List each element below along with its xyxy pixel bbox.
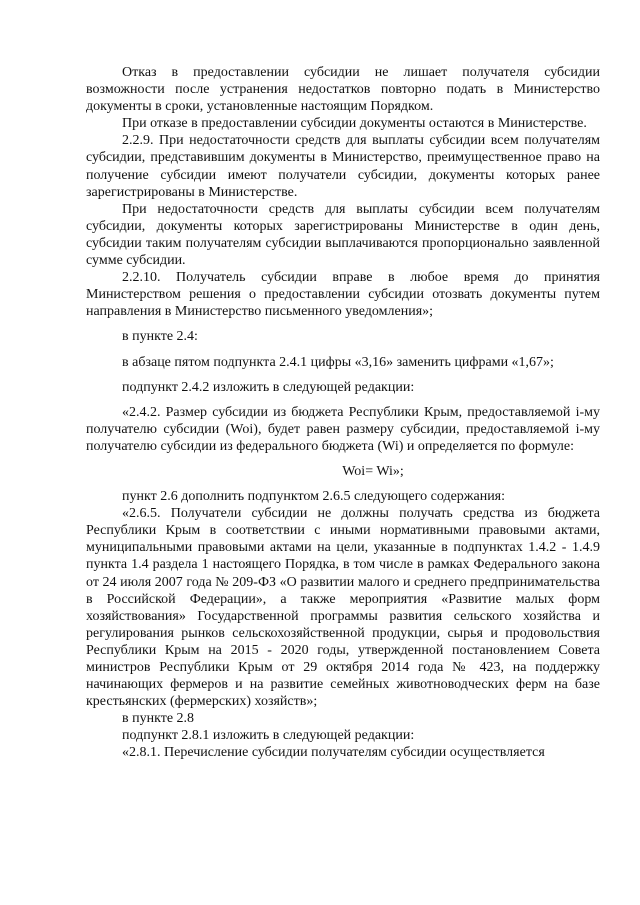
paragraph-insufficient-funds-same-day: При недостаточности средств для выплаты субсидии всем получателям субсидии, документы которых зарегистрированы Министерстве в один день, субсидии таким получателям субсидии выплачиваются пропорционально заявленной сумме субсидии. bbox=[86, 201, 600, 269]
document-body bbox=[86, 64, 600, 762]
formula-woi: Woi= Wi»; bbox=[342, 463, 404, 479]
paragraph-2-6-5: «2.6.5. Получатели субсидии не должны получать средства из бюджета Республики Крым в соответствии с иными нормативными правовыми актами, муниципальными правовыми актами на цели, указанные в подпунктах 1.4.2 - 1.4.9 пункта 1.4 раздела 1 настоящего Порядка, в том числе в рамках Федерального закона от 24 июля 2007 года № 209-ФЗ «О развитии малого и среднего предпринимательства в Российской Федерации», а также мероприятия «Развитие малых форм хозяйствования» Государственной программы развития сельского хозяйства и регулирования рынков сельскохозяйственной продукции, сырья и продовольствия Республики Крым на 2015 - 2020 годы, утвержденной постановлением Совета министров Республики Крым от 29 октября 2014 года № 423, на поддержку начинающих фермеров и на развитие семейных животноводческих ферм на базе крестьянских (фермерских) хозяйств»; bbox=[86, 506, 600, 710]
paragraph-2-4-2: «2.4.2. Размер субсидии из бюджета Республики Крым, предоставляемой i-му получателю субсидии (Woi), будет равен размеру субсидии, предоставляемой i-му получателю субсидии из федерального бюджета (Wi) и определяется по формуле: bbox=[86, 404, 600, 454]
paragraph-documents-remain: При отказе в предоставлении субсидии документы остаются в Министерстве. bbox=[122, 116, 587, 132]
paragraph-2-4-1-amendment: в абзаце пятом подпункта 2.4.1 цифры «3,16» заменить цифрами «1,67»; bbox=[122, 354, 554, 370]
paragraph-in-point-2-8: в пункте 2.8 bbox=[122, 711, 195, 727]
paragraph-2-8-1-intro: подпункт 2.8.1 изложить в следующей редакции: bbox=[122, 728, 415, 744]
paragraph-2-2-9: 2.2.9. При недостаточности средств для выплаты субсидии всем получателям субсидии, представившим документы в Министерство, преимущественное право на получение субсидии имеют получатели субсидии, документы которых ранее зарегистрированы в Министерстве. bbox=[86, 133, 600, 200]
paragraph-refusal-no-deprivation: Отказ в предоставлении субсидии не лишает получателя субсидии возможности после устранения недостатков повторно подать в Министерство документы в сроки, установленные настоящим Порядком. bbox=[86, 65, 600, 115]
paragraph-in-point-2-4: в пункте 2.4: bbox=[122, 329, 198, 345]
paragraph-2-2-10: 2.2.10. Получатель субсидии вправе в любое время до принятия Министерством решения о предоставлении субсидии отозвать документы путем направления в Министерство письменного уведомления»; bbox=[86, 270, 600, 320]
paragraph-2-8-1: «2.8.1. Перечисление субсидии получателям субсидии осуществляется bbox=[122, 745, 545, 761]
paragraph-2-4-2-intro: подпункт 2.4.2 изложить в следующей редакции: bbox=[122, 379, 415, 395]
paragraph-2-6-5-intro: пункт 2.6 дополнить подпунктом 2.6.5 следующего содержания: bbox=[122, 489, 506, 505]
